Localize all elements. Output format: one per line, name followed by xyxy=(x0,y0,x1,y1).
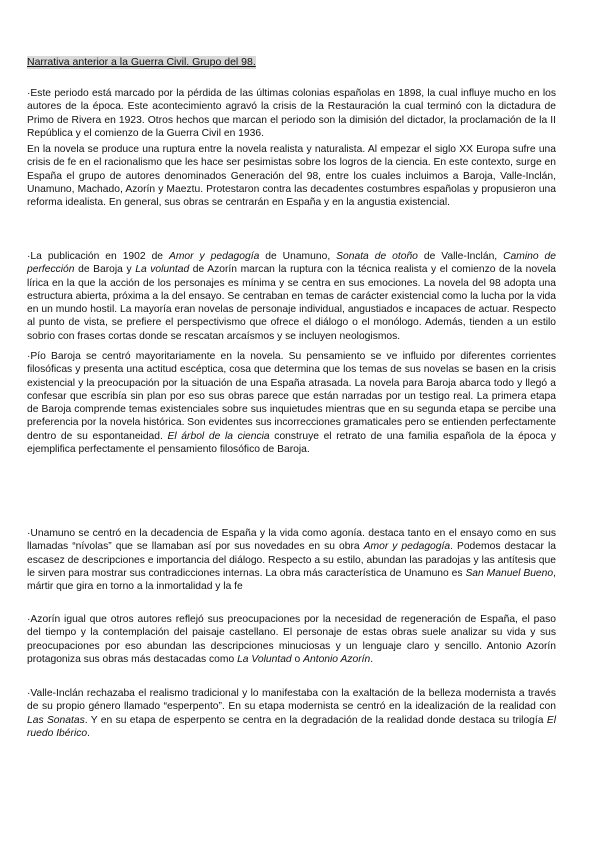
work-title: La voluntad xyxy=(135,264,190,276)
text-span: construye el retrato de una familia española de la época y ejemplifica perfectamente el pensamiento filosófico de Baroja. xyxy=(27,430,556,456)
document-title: Narrativa anterior a la Guerra Civil. Grupo del 98. xyxy=(27,56,256,68)
paragraph-baroja xyxy=(27,350,556,456)
work-title: Antonio Azorín xyxy=(303,653,371,665)
text-span: o xyxy=(291,653,304,665)
text-span: de Unamuno, xyxy=(259,251,337,262)
text-span: de Baroja y xyxy=(74,264,136,276)
work-title: San Manuel Bueno xyxy=(465,567,554,579)
text-span: ·Valle-Inclán rechazaba el realismo tradicional y lo manifestaba con la exaltación de la belleza modernista a través de su propio género llamado “esperpento”. En su etapa modernista se centró en la idealización de la realidad con xyxy=(27,688,556,713)
text-span: , mártir que gira en torno a la inmortalidad y la fe xyxy=(27,567,556,593)
text-span: ·Pío Baroja se centró mayoritariamente en la novela. Su pensamiento se ve influido por diferentes corrientes filosóficas y presenta una actitud escéptica, cosa que determina que los temas de sus novelas se basen en la crisis existencial y la preocupación por la situación de una España atrasada. La novela para Baroja abarca todo y llegó a confesar que escribía sin plan por eso sus obras parece que están narradas por un testigo real. La primera etapa de Baroja comprende temas existenciales sobre sus inquietudes mientras que en su segunda etapa se percibe una preferencia por la novela histórica. Son evidentes sus incorrecciones gramaticales pero se entienden perfectamente dentro de su espontaneidad. xyxy=(27,351,556,442)
text-span: ·La publicación en 1902 de xyxy=(27,251,169,262)
work-title: Las Sonatas xyxy=(27,714,85,726)
paragraph-valle-inclan xyxy=(27,687,556,740)
text-span: . xyxy=(370,653,374,665)
text-span: ·Azorín igual que otros autores reflejó sus preocupaciones por la necesidad de regeneración de España, el paso del tiempo y la contemplación del paisaje castellano. El personaje de estas obras suele analizar su vida y sus preocupaciones por eso abundan las descripciones minuciosas y un lenguaje claro y sencillo. Antonio Azorín protagoniza sus obras más destacadas como xyxy=(27,614,556,665)
paragraph-context: ·Este periodo está marcado por la pérdida de las últimas colonias españolas en 1898, la cual influye mucho en los autores de la época. Este acontecimiento agravó la crisis de la Restauración la cual terminó con la dictadura de Primo de Rivera en 1923. Otros hechos que marcan el periodo son la dimisión del dictador, la proclamación de la II República y el comienzo de la Guerra Civil en 1936. xyxy=(27,88,556,139)
paragraph-unamuno xyxy=(27,527,556,593)
work-title: Amor y pedagogía xyxy=(363,541,451,553)
text-span: de Valle-Inclán, xyxy=(417,251,504,262)
paragraph-novel-1902 xyxy=(27,250,556,343)
work-title: El árbol de la ciencia xyxy=(167,430,270,442)
paragraph-generation-98: En la novela se produce una ruptura entre la novela realista y naturalista. Al empezar el siglo XX Europa sufre una crisis de fe en el racionalismo que les hace ser pesimistas sobre los logros de la ciencia. En este contexto, surge en España el grupo de autores denominados Generación del 98, entre los cuales incluimos a Baroja, Valle-Inclán, Unamuno, Machado, Azorín y Maeztu. Protestaron contra las decadentes costumbres españolas y propusieron una reforma idealista. En general, sus obras se centrarán en España y en la angustia existencial. xyxy=(27,144,556,209)
text-span: ·Unamuno se centró en la decadencia de España y la vida como agonía. destaca tanto en el ensayo como en sus llamadas “nívolas” que se llamaban así por sus novedades en su obra xyxy=(27,528,556,553)
text-span: de Azorín marcan la ruptura con la técnica realista y el comienzo de la novela lírica en la que la acción de los personajes es mínima y se centra en sus emociones. La novela del 98 adopta una estructura abierta, próxima a la del ensayo. Se centraban en temas de carácter existencial como la lucha por la vida en un mundo hostil. La mayoría eran novelas de personaje individual, angustiados e incapaces de actuar. Respecto al punto de vista, se prefiere el perspectivismo que ofrece el diálogo o el monólogo. Además, tienden a un estilo sobrio con frases cortas donde se rescatan arcaísmos y se incluyen neologismos. xyxy=(27,264,556,342)
text-span: . Podemos destacar la escasez de descripciones e importancia del diálogo. Respecto a su estilo, abundan las paradojas y las antítesis que le sirven para mostrar sus contradicciones internas. La obra más característica de Unamuno es xyxy=(27,541,556,579)
work-title: El ruedo Ibérico xyxy=(27,714,556,739)
paragraph-azorin xyxy=(27,613,556,666)
work-title: La Voluntad xyxy=(237,653,292,665)
work-title: Sonata de otoño xyxy=(336,251,418,262)
work-title: Amor y pedagogía xyxy=(168,251,260,262)
work-title: Camino de perfección xyxy=(27,251,557,276)
text-span: . Y en su etapa de esperpento se centra en la degradación de la realidad donde destaca su trilogía xyxy=(84,714,547,726)
text-span: . xyxy=(87,727,90,739)
